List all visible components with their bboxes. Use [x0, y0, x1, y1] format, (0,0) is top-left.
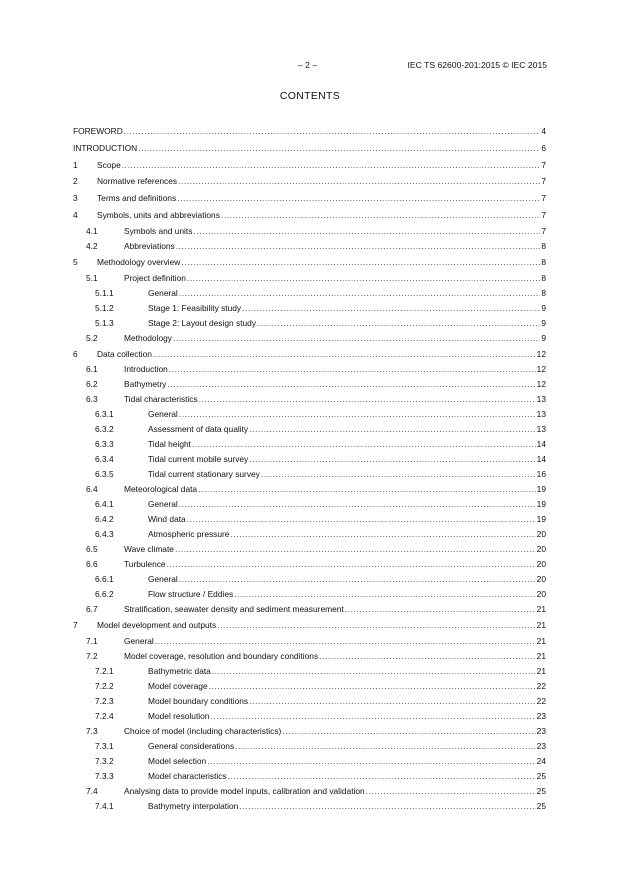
toc-dot-leader — [124, 123, 541, 140]
toc-entry[interactable] — [73, 482, 546, 497]
toc-dot-leader — [209, 679, 536, 694]
toc-entry-title: Stratification, seawater density and sediment measurement — [124, 604, 344, 615]
toc-dot-leader — [181, 254, 540, 271]
toc-entry-number: 6.6.2 — [95, 589, 114, 600]
toc-entry-page: 13 — [536, 394, 546, 405]
toc-entry-page: 20 — [536, 589, 546, 600]
toc-dot-leader — [192, 437, 536, 452]
toc-dot-leader — [221, 207, 540, 224]
toc-entry-page: 25 — [536, 801, 546, 812]
toc-entry-number: 6.6 — [86, 559, 98, 570]
toc-entry-title: Turbulence — [124, 559, 166, 570]
toc-entry-number: 4 — [73, 209, 78, 220]
toc-entry-number: 7.3.3 — [95, 771, 114, 782]
toc-entry[interactable] — [73, 239, 546, 254]
toc-dot-leader — [187, 271, 540, 286]
toc-dot-leader — [210, 709, 535, 724]
toc-entry-number: 6.4.3 — [95, 529, 114, 540]
toc-entry-title: Model boundary conditions — [148, 696, 249, 707]
toc-dot-leader — [193, 224, 540, 239]
toc-entry-number: 4.2 — [86, 240, 98, 251]
toc-entry-page: 19 — [536, 514, 546, 525]
toc-entry-number: 6.1 — [86, 364, 98, 375]
toc-entry[interactable] — [73, 224, 546, 239]
toc-dot-leader — [167, 557, 536, 572]
toc-entry-page: 9 — [541, 302, 546, 313]
toc-entry[interactable] — [73, 799, 546, 814]
toc-entry[interactable] — [73, 527, 546, 542]
toc-entry-page: 8 — [541, 287, 546, 298]
toc-entry-page: 20 — [536, 559, 546, 570]
toc-entry[interactable] — [73, 346, 546, 363]
page-title: CONTENTS — [279, 90, 341, 102]
page-header — [0, 60, 620, 74]
toc-dot-leader — [212, 664, 536, 679]
toc-entry-page: 12 — [536, 348, 546, 359]
toc-entry-title: Tidal current stationary survey — [148, 469, 260, 480]
toc-entry-page: 23 — [536, 726, 546, 737]
toc-entry-page: 7 — [541, 209, 546, 220]
toc-entry-title: Bathymetry — [124, 379, 167, 390]
toc-entry[interactable] — [73, 664, 546, 679]
toc-entry[interactable] — [73, 587, 546, 602]
toc-entry-number: 4.1 — [86, 225, 98, 236]
toc-entry[interactable] — [73, 467, 546, 482]
toc-entry-page: 25 — [536, 771, 546, 782]
toc-entry[interactable] — [73, 557, 546, 572]
toc-entry-number: 5.2 — [86, 332, 98, 343]
toc-entry-number: 6 — [73, 348, 78, 359]
toc-entry-number: 3 — [73, 193, 78, 204]
toc-entry-number: 6.3.5 — [95, 469, 114, 480]
toc-entry[interactable] — [73, 542, 546, 557]
toc-dot-leader — [187, 512, 536, 527]
toc-dot-leader — [217, 617, 535, 634]
toc-entry-page: 21 — [536, 666, 546, 677]
toc-entry-number: 6.3.1 — [95, 409, 114, 420]
toc-entry-page: 14 — [536, 454, 546, 465]
toc-entry-title: INTRODUCTION — [73, 142, 138, 153]
toc-entry-title: Methodology overview — [97, 256, 181, 267]
toc-entry-number: 7.1 — [86, 636, 98, 647]
toc-entry-title: General — [148, 409, 178, 420]
toc-entry-number: 7.4.1 — [95, 801, 114, 812]
toc-dot-leader — [228, 769, 536, 784]
toc-entry-title: FOREWORD — [73, 126, 123, 136]
toc-entry-number: 7.2.4 — [95, 711, 114, 722]
toc-entry-number: 5.1 — [86, 272, 98, 283]
toc-entry-page: 8 — [541, 256, 546, 267]
toc-entry[interactable] — [73, 724, 546, 739]
toc-dot-leader — [207, 754, 535, 769]
toc-dot-leader — [177, 190, 540, 207]
toc-entry[interactable] — [73, 649, 546, 664]
toc-dot-leader — [235, 739, 536, 754]
toc-entry-number: 5.1.1 — [95, 287, 114, 298]
toc-entry[interactable] — [73, 362, 546, 377]
toc-entry-title: Project definition — [124, 272, 186, 283]
toc-entry-number: 7.3.2 — [95, 756, 114, 767]
toc-entry-page: 9 — [541, 332, 546, 343]
toc-dot-leader — [249, 422, 536, 437]
toc-entry-page: 22 — [536, 681, 546, 692]
toc-dot-leader — [138, 140, 540, 157]
toc-entry-title: Model coverage — [148, 681, 208, 692]
toc-entry-title: Model development and outputs — [97, 620, 217, 631]
toc-entry-title: Tidal characteristics — [124, 394, 198, 405]
toc-dot-leader — [242, 301, 540, 316]
toc-entry-title: Stage 1: Feasibility study — [148, 302, 242, 313]
toc-dot-leader — [179, 407, 536, 422]
toc-entry-number: 7 — [73, 620, 78, 631]
toc-entry-title: Flow structure / Eddies — [148, 589, 234, 600]
toc-entry[interactable] — [73, 123, 546, 140]
toc-entry-number: 6.3.3 — [95, 439, 114, 450]
toc-entry[interactable] — [73, 602, 546, 617]
toc-entry[interactable] — [73, 377, 546, 392]
toc-entry-title: Model resolution — [148, 711, 210, 722]
toc-entry-page: 4 — [541, 126, 546, 136]
toc-entry-number: 1 — [73, 159, 78, 170]
toc-entry-title: Terms and definitions — [97, 193, 177, 204]
toc-entry-page: 20 — [536, 529, 546, 540]
toc-entry[interactable] — [73, 331, 546, 346]
toc-dot-leader — [176, 239, 541, 254]
toc-entry-title: General — [148, 287, 178, 298]
toc-dot-leader — [261, 467, 536, 482]
toc-entry-title: Assessment of data quality — [148, 424, 249, 435]
toc-entry[interactable] — [73, 157, 546, 174]
toc-entry[interactable] — [73, 271, 546, 286]
toc-entry-number: 6.6.1 — [95, 574, 114, 585]
toc-dot-leader — [345, 602, 536, 617]
toc-entry-page: 21 — [536, 651, 546, 662]
toc-dot-leader — [173, 331, 540, 346]
toc-entry[interactable] — [73, 190, 546, 207]
toc-entry-number: 6.3 — [86, 394, 98, 405]
toc-dot-leader — [234, 587, 535, 602]
toc-entry-page: 25 — [536, 786, 546, 797]
toc-entry-title: Data collection — [97, 348, 152, 359]
toc-entry-number: 7.2.2 — [95, 681, 114, 692]
toc-entry-number: 7.2.1 — [95, 666, 114, 677]
toc-entry-title: Analysing data to provide model inputs, calibration and validation — [124, 786, 365, 797]
toc-entry[interactable] — [73, 784, 546, 799]
toc-entry-title: Scope — [97, 159, 121, 170]
toc-entry-title: Symbols, units and abbreviations — [97, 209, 220, 220]
toc-entry-number: 7.3 — [86, 726, 98, 737]
toc-entry-title: Stage 2: Layout design study — [148, 317, 257, 328]
toc-entry-title: General considerations — [148, 741, 235, 752]
toc-entry-title: Model characteristics — [148, 771, 227, 782]
toc-entry-page: 21 — [536, 620, 546, 631]
toc-entry-title: Abbreviations — [124, 240, 175, 251]
toc-dot-leader — [179, 286, 541, 301]
toc-entry[interactable] — [73, 422, 546, 437]
toc-entry-title: Bathymetric data — [148, 666, 211, 677]
toc-entry-title: Methodology — [124, 332, 172, 343]
toc-entry-title: Normative references — [97, 176, 178, 187]
toc-entry-title: Model selection — [148, 756, 207, 767]
toc-entry-number: 2 — [73, 176, 78, 187]
toc-entry-page: 24 — [536, 756, 546, 767]
toc-dot-leader — [257, 316, 540, 331]
toc-entry-page: 20 — [536, 574, 546, 585]
toc-dot-leader — [155, 634, 536, 649]
toc-entry-page: 22 — [536, 696, 546, 707]
toc-entry-page: 8 — [541, 240, 546, 251]
toc-entry[interactable] — [73, 679, 546, 694]
toc-entry-page: 6 — [541, 142, 546, 153]
standard-reference: IEC TS 62600-201:2015 © IEC 2015 — [407, 60, 547, 70]
toc-entry[interactable] — [73, 301, 546, 316]
toc-entry-number: 6.2 — [86, 379, 98, 390]
toc-entry[interactable] — [73, 207, 546, 224]
toc-entry-title: Wave climate — [124, 544, 174, 555]
toc-entry-page: 19 — [536, 484, 546, 495]
toc-entry[interactable] — [73, 140, 546, 157]
toc-entry-number: 6.3.2 — [95, 424, 114, 435]
toc-entry[interactable] — [73, 617, 546, 634]
toc-entry-title: Introduction — [124, 364, 168, 375]
toc-entry-page: 21 — [536, 636, 546, 647]
toc-entry-number: 6.5 — [86, 544, 98, 555]
toc-entry-page: 23 — [536, 741, 546, 752]
toc-entry[interactable] — [73, 316, 546, 331]
toc-entry-page: 16 — [536, 469, 546, 480]
toc-entry-page: 21 — [536, 604, 546, 615]
toc-entry-number: 5.1.3 — [95, 317, 114, 328]
toc-entry[interactable] — [73, 754, 546, 769]
toc-dot-leader — [169, 362, 536, 377]
toc-entry-number: 7.4 — [86, 786, 98, 797]
toc-dot-leader — [230, 527, 535, 542]
toc-entry[interactable] — [73, 254, 546, 271]
toc-dot-leader — [178, 173, 540, 190]
toc-entry[interactable] — [73, 572, 546, 587]
toc-entry[interactable] — [73, 452, 546, 467]
toc-entry-page: 7 — [541, 159, 546, 170]
toc-dot-leader — [122, 157, 541, 174]
toc-entry-page: 19 — [536, 499, 546, 510]
toc-entry-title: Atmospheric pressure — [148, 529, 230, 540]
toc-entry-page: 7 — [541, 193, 546, 204]
toc-entry-title: Wind data — [148, 514, 186, 525]
page-number: – 2 – — [298, 60, 318, 70]
toc-entry[interactable] — [73, 769, 546, 784]
toc-entry-title: General — [148, 499, 178, 510]
toc-entry-title: Bathymetry interpolation — [148, 801, 239, 812]
toc-dot-leader — [179, 572, 536, 587]
toc-entry[interactable] — [73, 709, 546, 724]
toc-entry-page: 12 — [536, 364, 546, 375]
toc-entry[interactable] — [73, 739, 546, 754]
toc-dot-leader — [153, 346, 536, 363]
toc-entry-page: 20 — [536, 544, 546, 555]
toc-dot-leader — [319, 649, 536, 664]
toc-entry[interactable] — [73, 392, 546, 407]
toc-entry-title: Tidal current mobile survey — [148, 454, 249, 465]
toc-entry-page: 7 — [541, 225, 546, 236]
toc-entry[interactable] — [73, 437, 546, 452]
toc-entry-title: Symbols and units — [124, 225, 193, 236]
toc-entry-number: 6.4.1 — [95, 499, 114, 510]
toc-entry-title: Choice of model (including characteristics) — [124, 726, 282, 737]
toc-entry-title: General — [148, 574, 178, 585]
toc-entry-title: Model coverage, resolution and boundary conditions — [124, 651, 319, 662]
toc-entry-page: 8 — [541, 272, 546, 283]
toc-dot-leader — [199, 392, 536, 407]
toc-dot-leader — [239, 799, 535, 814]
toc-entry-page: 13 — [536, 409, 546, 420]
table-of-contents — [73, 123, 546, 814]
toc-entry-number: 6.7 — [86, 604, 98, 615]
toc-entry-number: 6.4 — [86, 484, 98, 495]
toc-dot-leader — [167, 377, 535, 392]
toc-entry-page: 9 — [541, 317, 546, 328]
toc-entry-number: 5 — [73, 256, 78, 267]
toc-entry-number: 6.4.2 — [95, 514, 114, 525]
toc-entry[interactable] — [73, 694, 546, 709]
toc-entry-title: Meteorological data — [124, 484, 198, 495]
toc-entry-page: 12 — [536, 379, 546, 390]
toc-dot-leader — [282, 724, 535, 739]
toc-dot-leader — [175, 542, 536, 557]
toc-entry-page: 14 — [536, 439, 546, 450]
toc-entry[interactable] — [73, 512, 546, 527]
toc-entry-title: General — [124, 636, 154, 647]
toc-dot-leader — [366, 784, 536, 799]
toc-dot-leader — [179, 497, 536, 512]
toc-entry-page: 7 — [541, 176, 546, 187]
toc-entry[interactable] — [73, 407, 546, 422]
toc-dot-leader — [249, 452, 535, 467]
toc-entry-page: 13 — [536, 424, 546, 435]
toc-entry-number: 7.2 — [86, 651, 98, 662]
toc-entry-number: 5.1.2 — [95, 302, 114, 313]
toc-entry[interactable] — [73, 173, 546, 190]
toc-entry-page: 23 — [536, 711, 546, 722]
toc-entry-number: 7.2.3 — [95, 696, 114, 707]
toc-entry-number: 6.3.4 — [95, 454, 114, 465]
toc-dot-leader — [249, 694, 536, 709]
toc-entry[interactable] — [73, 497, 546, 512]
toc-entry[interactable] — [73, 286, 546, 301]
toc-entry-number: 7.3.1 — [95, 741, 114, 752]
toc-entry-title: Tidal height — [148, 439, 191, 450]
toc-entry[interactable] — [73, 634, 546, 649]
toc-dot-leader — [198, 482, 536, 497]
